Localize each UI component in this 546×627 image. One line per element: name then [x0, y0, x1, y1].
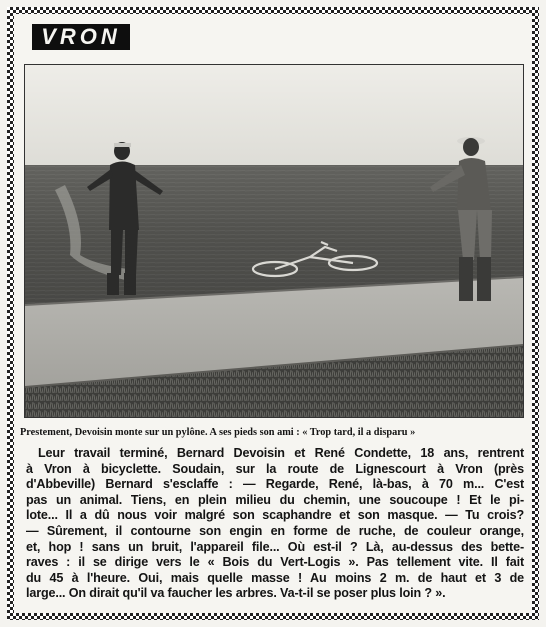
photo-field-two-men-bicycle-icon [25, 65, 523, 417]
article-body [26, 446, 524, 602]
section-title: VRON [41, 24, 121, 49]
article-line: raves : il se dirige vers le « Bois du Vert-Logis ». Pas tellement vite. Il fait [26, 555, 524, 570]
article-line: lote... Il a dû nous voir malgré son scaphandre et son masque. — Tu crois? [26, 508, 524, 523]
photo-caption: Prestement, Devoisin monte sur un pylône. A ses pieds son ami : « Trop tard, il a disparu » [20, 427, 416, 438]
article-line: d'Abbeville) Bernard s'esclaffe : — Regarde, René, là-bas, à 70 m... C'est [26, 477, 524, 492]
section-title-box [32, 24, 130, 50]
article-line: et, hop ! sans un bruit, l'appareil file... Où est-il ? Là, au-dessus des bette- [26, 539, 524, 554]
article-line: large... On dirait qu'il va faucher les arbres. Va-t-il se poser plus loin ? ». [26, 586, 446, 601]
article-line: du 45 à l'heure. Oui, mais quelle masse ! Au moins 2 m. de haut et 3 de [26, 570, 524, 585]
news-photo [24, 64, 524, 418]
article-line: Leur travail terminé, Bernard Devoisin et René Condette, 18 ans, rentrent [38, 446, 524, 460]
article-line: pas un animal. Tiens, en plein milieu du chemin, une soucoupe ! Et le pi- [26, 492, 524, 507]
article-line: — Sûrement, il contourne son engin en forme de ruche, de couleur orange, [26, 523, 524, 538]
article-line: à Vron à bicyclette. Soudain, sur la route de Lignescourt à Vron (près [26, 461, 524, 476]
